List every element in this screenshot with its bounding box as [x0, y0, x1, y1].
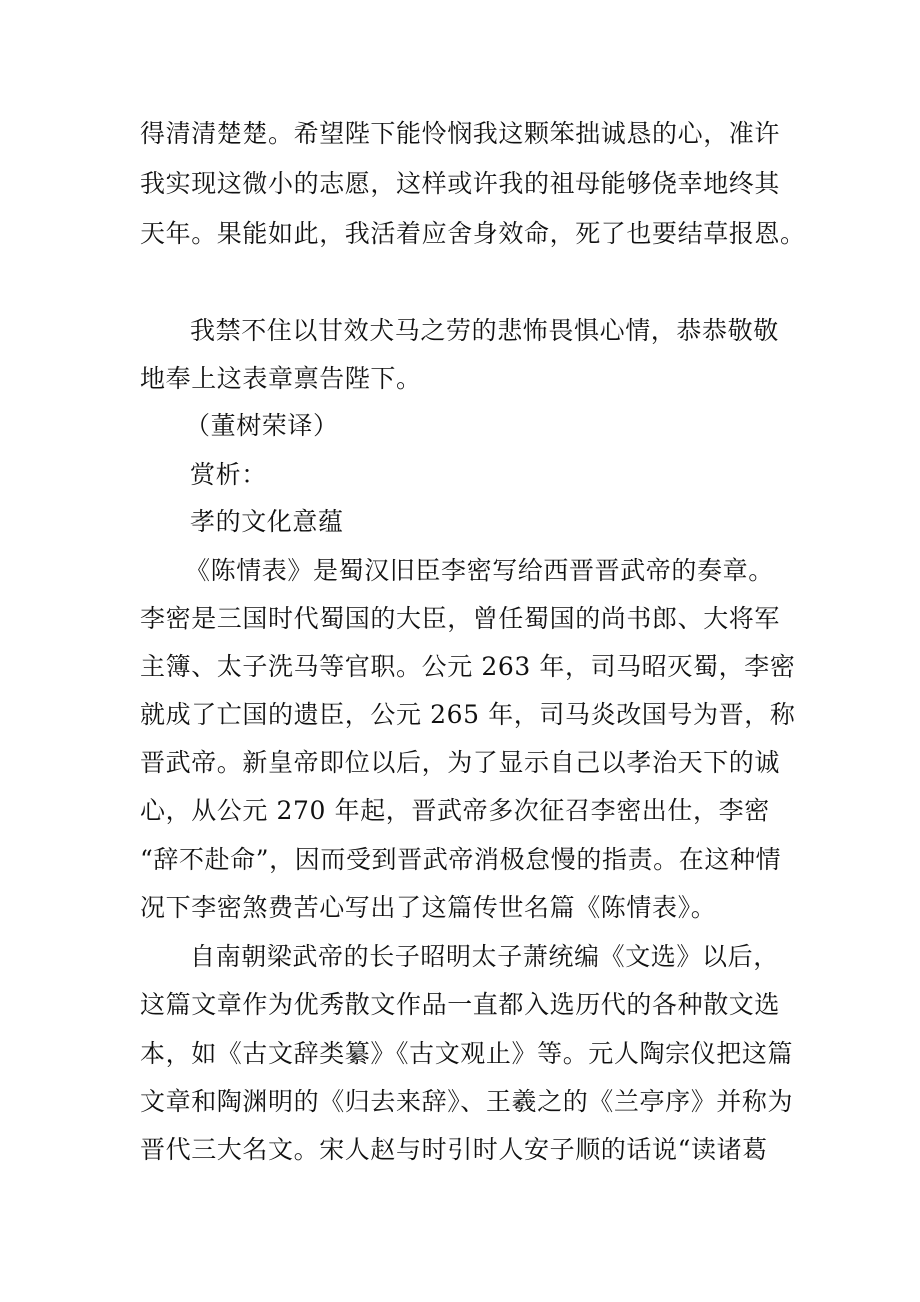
text-line: 晋武帝。新皇帝即位以后，为了显示自己以孝治天下的诚 [140, 748, 781, 777]
section-label: 赏析： [190, 460, 267, 489]
paragraph-first-line: 我禁不住以甘效犬马之劳的悲怖畏惧心情，恭恭敬敬 [190, 316, 779, 345]
text-line: 心，从公元 270 年起，晋武帝多次征召李密出仕，李密 [140, 796, 770, 825]
text-line: 地奉上这表章禀告陛下。 [140, 364, 422, 393]
paragraph-first-line: 《陈情表》是蜀汉旧臣李密写给西晋晋武帝的奏章。 [185, 556, 774, 585]
text-line: “辞不赴命”，因而受到晋武帝消极怠慢的指责。在这种情 [140, 845, 782, 874]
text-line: 晋代三大名文。宋人赵与时引时人安子顺的话说“读诸葛 [140, 1135, 768, 1164]
text-line: 李密是三国时代蜀国的大臣，曾任蜀国的尚书郎、大将军 [140, 604, 781, 633]
text-line: 天年。果能如此，我活着应舍身效命，死了也要结草报恩。 [140, 219, 806, 248]
paragraph-first-line: 自南朝梁武帝的长子昭明太子萧统编《文选》以后， [190, 942, 779, 971]
text-line: 这篇文章作为优秀散文作品一直都入选历代的各种散文选 [140, 990, 781, 1019]
translator-credit: （董树荣译） [185, 411, 339, 440]
section-heading: 孝的文化意蕴 [190, 507, 344, 536]
text-line: 我实现这微小的志愿，这样或许我的祖母能够侥幸地终其 [140, 169, 781, 198]
text-line: 就成了亡国的遗臣，公元 265 年，司马炎改国号为晋，称 [140, 700, 796, 729]
text-line: 文章和陶渊明的《归去来辞》、王羲之的《兰亭序》并称为 [140, 1087, 794, 1116]
text-line: 况下李密煞费苦心写出了这篇传世名篇《陈情表》。 [140, 893, 717, 922]
text-line: 本，如《古文辞类纂》《古文观止》等。元人陶宗仪把这篇 [140, 1039, 794, 1068]
text-line: 主簿、太子洗马等官职。公元 263 年，司马昭灭蜀，李密 [140, 652, 796, 681]
text-line: 得清清楚楚。希望陛下能怜悯我这颗笨拙诚恳的心，准许 [140, 119, 781, 148]
